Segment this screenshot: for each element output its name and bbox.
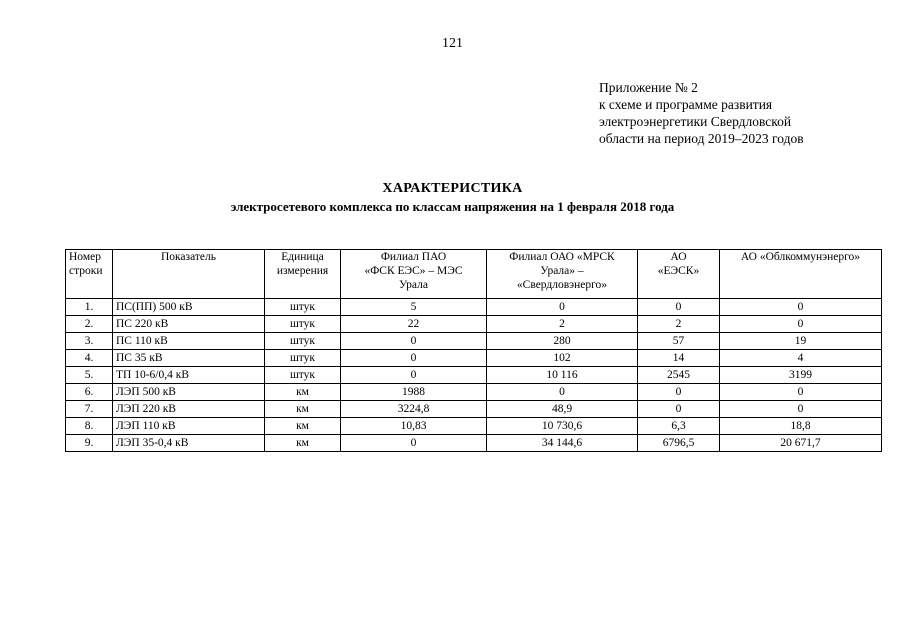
eesk-cell: 2545 bbox=[638, 367, 720, 384]
table-header-row bbox=[66, 250, 882, 299]
fsk-ees-cell: 3224,8 bbox=[341, 401, 487, 418]
mrsk-ural-cell: 2 bbox=[487, 316, 638, 333]
table-row bbox=[66, 401, 882, 418]
header-line: измерения bbox=[276, 265, 329, 277]
indicator-cell: ЛЭП 35-0,4 кВ bbox=[113, 435, 265, 452]
eesk-cell: 6796,5 bbox=[638, 435, 720, 452]
eesk-cell: 14 bbox=[638, 350, 720, 367]
fsk-ees-cell: 0 bbox=[341, 367, 487, 384]
row-number-cell: 2. bbox=[66, 316, 113, 333]
row-number-cell: 9. bbox=[66, 435, 113, 452]
eesk-cell: 2 bbox=[638, 316, 720, 333]
indicator-header bbox=[113, 250, 265, 299]
header-line: Урала bbox=[399, 279, 428, 291]
mrsk-ural-cell: 48,9 bbox=[487, 401, 638, 418]
header-line: Филиал ПАО bbox=[380, 251, 447, 263]
header-line: Номер bbox=[69, 251, 101, 263]
unit-cell: штук bbox=[265, 350, 341, 367]
header-line: «ЕЭСК» bbox=[657, 265, 700, 277]
appendix-line: к схеме и программе развития bbox=[599, 97, 773, 112]
appendix-line: Приложение № 2 bbox=[599, 80, 698, 95]
fsk-ees-cell: 0 bbox=[341, 333, 487, 350]
oblkommunenergo-cell: 18,8 bbox=[720, 418, 882, 435]
table-row bbox=[66, 316, 882, 333]
fsk-ees-cell: 0 bbox=[341, 350, 487, 367]
row-number-cell: 3. bbox=[66, 333, 113, 350]
document-subtitle: электросетевого комплекса по классам напряжения на 1 февраля 2018 года bbox=[230, 199, 675, 214]
mrsk-ural-cell: 10 116 bbox=[487, 367, 638, 384]
row-number-cell: 5. bbox=[66, 367, 113, 384]
header-line: Показатель bbox=[160, 251, 217, 263]
eesk-cell: 0 bbox=[638, 299, 720, 316]
eesk-cell: 57 bbox=[638, 333, 720, 350]
characteristics-table bbox=[65, 249, 882, 452]
table-row bbox=[66, 333, 882, 350]
eesk-header bbox=[638, 250, 720, 299]
mrsk-ural-header bbox=[487, 250, 638, 299]
fsk-ees-cell: 10,83 bbox=[341, 418, 487, 435]
row-number-cell: 8. bbox=[66, 418, 113, 435]
mrsk-ural-cell: 10 730,6 bbox=[487, 418, 638, 435]
mrsk-ural-cell: 280 bbox=[487, 333, 638, 350]
unit-cell: штук bbox=[265, 299, 341, 316]
mrsk-ural-cell: 0 bbox=[487, 384, 638, 401]
row-number-header bbox=[66, 250, 113, 299]
indicator-cell: ПС 110 кВ bbox=[113, 333, 265, 350]
mrsk-ural-cell: 102 bbox=[487, 350, 638, 367]
header-line: АО bbox=[670, 251, 687, 263]
header-line: Урала» – bbox=[540, 265, 584, 277]
indicator-cell: ПС(ПП) 500 кВ bbox=[113, 299, 265, 316]
unit-cell: км bbox=[265, 401, 341, 418]
indicator-cell: ЛЭП 500 кВ bbox=[113, 384, 265, 401]
fsk-ees-cell: 1988 bbox=[341, 384, 487, 401]
oblkommunenergo-cell: 0 bbox=[720, 316, 882, 333]
indicator-cell: ЛЭП 220 кВ bbox=[113, 401, 265, 418]
table-row bbox=[66, 384, 882, 401]
page-number: 121 bbox=[442, 36, 463, 51]
indicator-cell: ПС 35 кВ bbox=[113, 350, 265, 367]
indicator-cell: ПС 220 кВ bbox=[113, 316, 265, 333]
eesk-cell: 0 bbox=[638, 401, 720, 418]
unit-header bbox=[265, 250, 341, 299]
header-line: АО «Облкоммунэнерго» bbox=[740, 251, 861, 263]
row-number-cell: 7. bbox=[66, 401, 113, 418]
indicator-cell: ТП 10-6/0,4 кВ bbox=[113, 367, 265, 384]
unit-cell: штук bbox=[265, 367, 341, 384]
table-row bbox=[66, 299, 882, 316]
header-line: строки bbox=[69, 265, 103, 277]
header-line: Филиал ОАО «МРСК bbox=[509, 251, 615, 263]
header-line: «ФСК ЕЭС» – МЭС bbox=[364, 265, 463, 277]
oblkommunenergo-cell: 0 bbox=[720, 299, 882, 316]
table-row bbox=[66, 367, 882, 384]
row-number-cell: 4. bbox=[66, 350, 113, 367]
fsk-ees-cell: 22 bbox=[341, 316, 487, 333]
appendix-note bbox=[599, 79, 889, 147]
row-number-cell: 1. bbox=[66, 299, 113, 316]
unit-cell: штук bbox=[265, 316, 341, 333]
table-row bbox=[66, 418, 882, 435]
row-number-cell: 6. bbox=[66, 384, 113, 401]
document-title: ХАРАКТЕРИСТИКА bbox=[382, 181, 523, 196]
oblkommunenergo-header bbox=[720, 250, 882, 299]
mrsk-ural-cell: 0 bbox=[487, 299, 638, 316]
mrsk-ural-cell: 34 144,6 bbox=[487, 435, 638, 452]
appendix-line: электроэнергетики Свердловской bbox=[599, 114, 792, 129]
table-row bbox=[66, 350, 882, 367]
oblkommunenergo-cell: 19 bbox=[720, 333, 882, 350]
oblkommunenergo-cell: 3199 bbox=[720, 367, 882, 384]
fsk-ees-cell: 5 bbox=[341, 299, 487, 316]
fsk-ees-cell: 0 bbox=[341, 435, 487, 452]
unit-cell: штук bbox=[265, 333, 341, 350]
eesk-cell: 6,3 bbox=[638, 418, 720, 435]
oblkommunenergo-cell: 4 bbox=[720, 350, 882, 367]
eesk-cell: 0 bbox=[638, 384, 720, 401]
header-line: Единица bbox=[281, 251, 324, 263]
table-body bbox=[66, 299, 882, 452]
indicator-cell: ЛЭП 110 кВ bbox=[113, 418, 265, 435]
unit-cell: км bbox=[265, 384, 341, 401]
oblkommunenergo-cell: 0 bbox=[720, 384, 882, 401]
unit-cell: км bbox=[265, 435, 341, 452]
table-row bbox=[66, 435, 882, 452]
oblkommunenergo-cell: 20 671,7 bbox=[720, 435, 882, 452]
oblkommunenergo-cell: 0 bbox=[720, 401, 882, 418]
header-line: «Свердловэнерго» bbox=[516, 279, 608, 291]
appendix-line: области на период 2019–2023 годов bbox=[599, 131, 804, 146]
fsk-ees-header bbox=[341, 250, 487, 299]
unit-cell: км bbox=[265, 418, 341, 435]
